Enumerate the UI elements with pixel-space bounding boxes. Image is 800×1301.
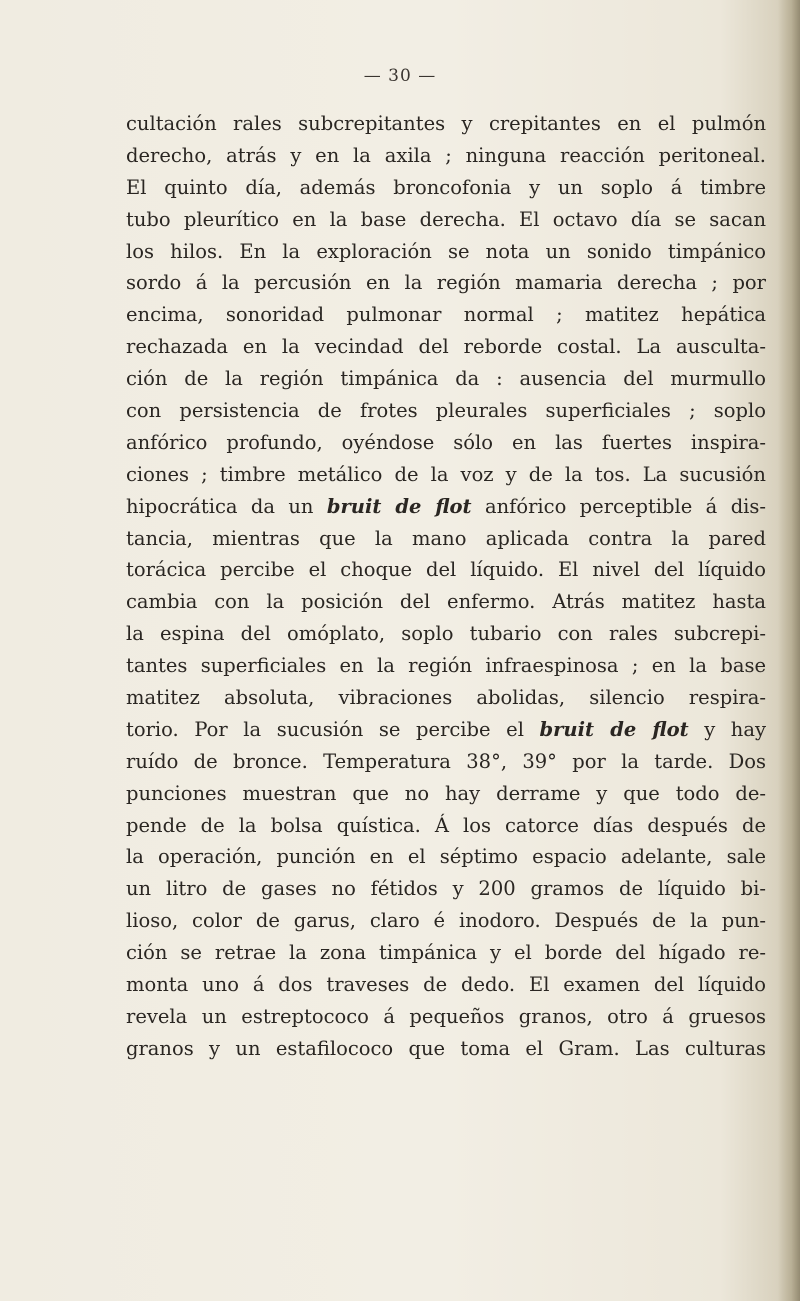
- italic-phrase: bruit de flot: [326, 494, 472, 518]
- text-line: cambia con la posición del enfermo. Atrás matitez hasta: [126, 590, 766, 614]
- text-line: granos y un estafilococo que toma el Gram. Las culturas: [126, 1036, 766, 1060]
- text-line: los hilos. En la exploración se nota un sonido timpánico: [126, 239, 766, 263]
- text-line: matitez absoluta, vibraciones abolidas, silencio respira-: [126, 686, 766, 710]
- text-line: ción se retrae la zona timpánica y el borde del hígado re-: [126, 941, 766, 965]
- text-line: lioso, color de garus, claro é inodoro. Después de la pun-: [126, 909, 766, 933]
- text-line: ruído de bronce. Temperatura 38°, 39° por la tarde. Dos: [126, 749, 766, 773]
- text-line: rechazada en la vecindad del reborde costal. La ausculta-: [126, 335, 766, 359]
- text-line: ción de la región timpánica da : ausencia del murmullo: [126, 367, 766, 391]
- text-line: tubo pleurítico en la base derecha. El octavo día se sacan: [126, 207, 766, 231]
- text-line: encima, sonoridad pulmonar normal ; matitez hepática: [126, 303, 766, 327]
- text-line: con persistencia de frotes pleurales superficiales ; soplo: [126, 399, 766, 423]
- text-line: tantes superficiales en la región infraespinosa ; en la base: [126, 654, 766, 678]
- text-line: cultación rales subcrepitantes y crepitantes en el pulmón: [126, 112, 766, 135]
- text-line: anfórico profundo, oyéndose sólo en las fuertes inspira-: [126, 430, 766, 454]
- text-line: monta uno á dos traveses de dedo. El examen del líquido: [126, 973, 766, 997]
- page-edge-shadow: [778, 0, 800, 1301]
- text-line: ciones ; timbre metálico de la voz y de la tos. La sucusión: [126, 462, 766, 486]
- text-line: un litro de gases no fétidos y 200 gramos de líquido bi-: [126, 877, 766, 901]
- text-line: la espina del omóplato, soplo tubario con rales subcrepi-: [126, 622, 766, 646]
- text-line: tancia, mientras que la mano aplicada contra la pared: [126, 526, 766, 550]
- italic-phrase: bruit de flot: [539, 717, 689, 741]
- text-line: torácica percibe el choque del líquido. El nivel del líquido: [126, 558, 766, 582]
- page-number: — 30 —: [363, 66, 437, 86]
- text-line: la operación, punción en el séptimo espacio adelante, sale: [126, 845, 766, 869]
- body-text: [126, 108, 766, 1065]
- text-line: punciones muestran que no hay derrame y que todo de-: [126, 781, 766, 805]
- text-line: El quinto día, además broncofonia y un soplo á timbre: [126, 175, 766, 199]
- text-line: torio. Por la sucusión se percibe el bruit de flot y hay: [126, 717, 766, 741]
- text-line: sordo á la percusión en la región mamaria derecha ; por: [126, 271, 766, 295]
- text-line: derecho, atrás y en la axila ; ninguna reacción peritoneal.: [126, 143, 766, 167]
- text-line: pende de la bolsa quística. Á los catorce días después de: [126, 813, 766, 837]
- text-line: hipocrática da un bruit de flot anfórico perceptible á dis-: [126, 494, 767, 518]
- text-line: revela un estreptococo á pequeños granos, otro á gruesos: [126, 1004, 766, 1028]
